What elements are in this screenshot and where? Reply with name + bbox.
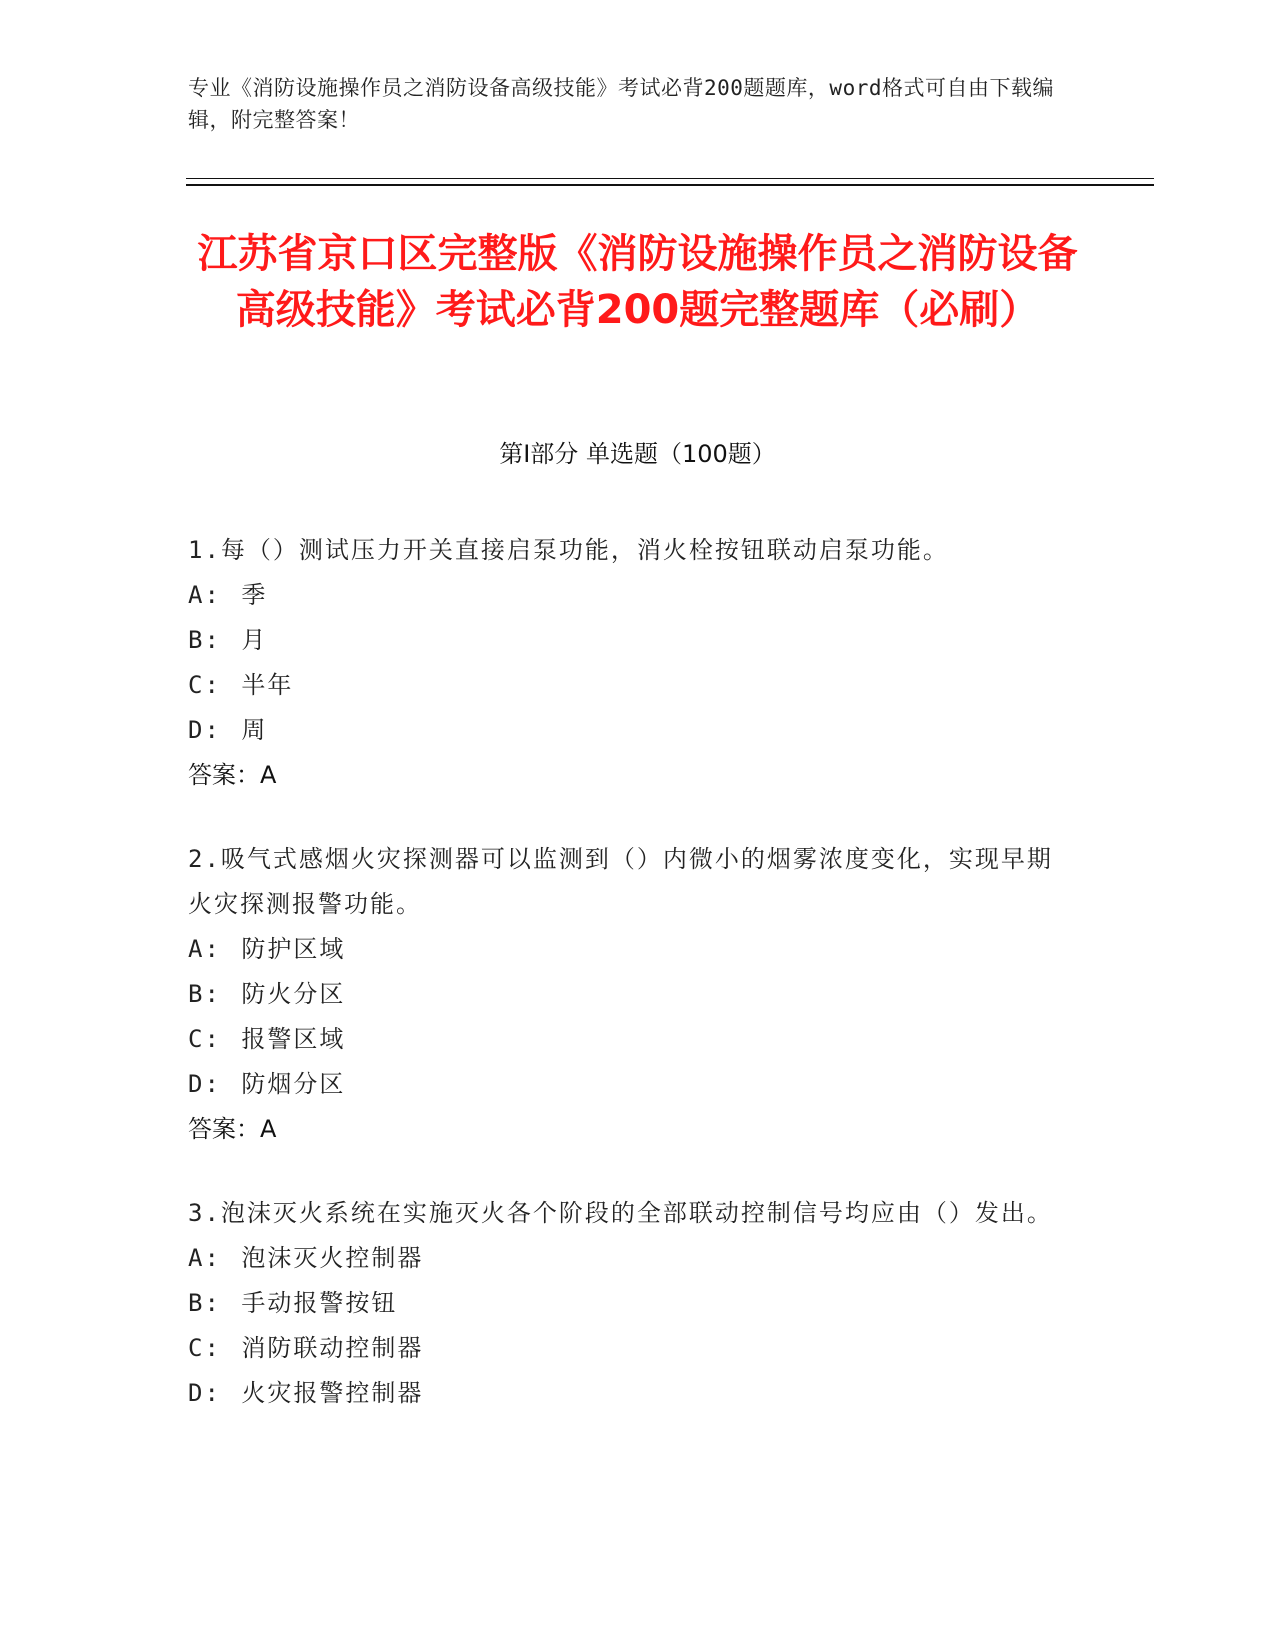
option-separator: :	[204, 1025, 221, 1053]
option-letter: C	[188, 1025, 205, 1053]
option-separator: :	[204, 1379, 221, 1407]
option-letter: C	[188, 671, 205, 699]
option-letter: A	[188, 935, 205, 963]
option-letter: B	[188, 1289, 205, 1317]
option-separator: :	[204, 716, 221, 744]
option-separator: :	[204, 935, 221, 963]
option-letter: D	[188, 1379, 205, 1407]
option-b	[188, 1281, 1068, 1326]
answer-value: A	[260, 761, 277, 789]
option-a	[188, 927, 1068, 972]
option-text: 防火分区	[241, 980, 346, 1008]
option-text: 手动报警按钮	[241, 1289, 398, 1317]
option-letter: B	[188, 626, 205, 654]
question-stem: 1.每（）测试压力开关直接启泵功能，消火栓按钮联动启泵功能。	[188, 536, 949, 564]
option-letter: A	[188, 581, 205, 609]
question-stem: 3.泡沫灭火系统在实施灭火各个阶段的全部联动控制信号均应由（）发出。	[188, 1199, 1053, 1227]
option-text: 半年	[241, 671, 294, 699]
option-b	[188, 618, 1068, 663]
question-stem: 2.吸气式感烟火灾探测器可以监测到（）内微小的烟雾浓度变化，实现早期火灾探测报警功能。	[188, 845, 1053, 918]
question-2	[188, 837, 1068, 1152]
header-divider-bottom	[186, 184, 1154, 186]
option-separator: :	[204, 1244, 221, 1272]
option-letter: D	[188, 716, 205, 744]
header-divider-top	[186, 178, 1154, 179]
option-separator: :	[204, 1070, 221, 1098]
option-text: 防烟分区	[241, 1070, 346, 1098]
option-text: 防护区域	[241, 935, 346, 963]
option-letter: B	[188, 980, 205, 1008]
option-c	[188, 663, 1068, 708]
question-1	[188, 528, 1068, 798]
header-note: 专业《消防设施操作员之消防设备高级技能》考试必背200题题库，word格式可自由下载编辑，附完整答案！	[188, 76, 1054, 132]
document-title: 江苏省京口区完整版《消防设施操作员之消防设备高级技能》考试必背200题完整题库（必刷）	[197, 231, 1078, 333]
option-c	[188, 1326, 1068, 1371]
option-text: 月	[241, 626, 268, 654]
option-text: 季	[241, 581, 268, 609]
answer-line	[188, 753, 1068, 798]
option-text: 周	[241, 716, 268, 744]
answer-value: A	[260, 1115, 277, 1143]
option-text: 火灾报警控制器	[241, 1379, 424, 1407]
option-letter: C	[188, 1334, 205, 1362]
option-d	[188, 708, 1068, 753]
option-text: 报警区域	[241, 1025, 346, 1053]
question-3	[188, 1191, 1068, 1416]
option-text: 泡沫灭火控制器	[241, 1244, 424, 1272]
option-letter: A	[188, 1244, 205, 1272]
option-d	[188, 1062, 1068, 1107]
answer-label: 答案：	[188, 761, 260, 789]
option-separator: :	[204, 1334, 221, 1362]
option-d	[188, 1371, 1068, 1416]
question-list	[188, 528, 1068, 1455]
answer-label: 答案：	[188, 1115, 260, 1143]
option-a	[188, 1236, 1068, 1281]
option-a	[188, 573, 1068, 618]
option-separator: :	[204, 671, 221, 699]
option-text: 消防联动控制器	[241, 1334, 424, 1362]
option-letter: D	[188, 1070, 205, 1098]
option-separator: :	[204, 626, 221, 654]
answer-line	[188, 1107, 1068, 1152]
option-b	[188, 972, 1068, 1017]
option-separator: :	[204, 1289, 221, 1317]
option-c	[188, 1017, 1068, 1062]
section-heading: 第Ⅰ部分 单选题（100题）	[499, 440, 776, 468]
option-separator: :	[204, 980, 221, 1008]
option-separator: :	[204, 581, 221, 609]
